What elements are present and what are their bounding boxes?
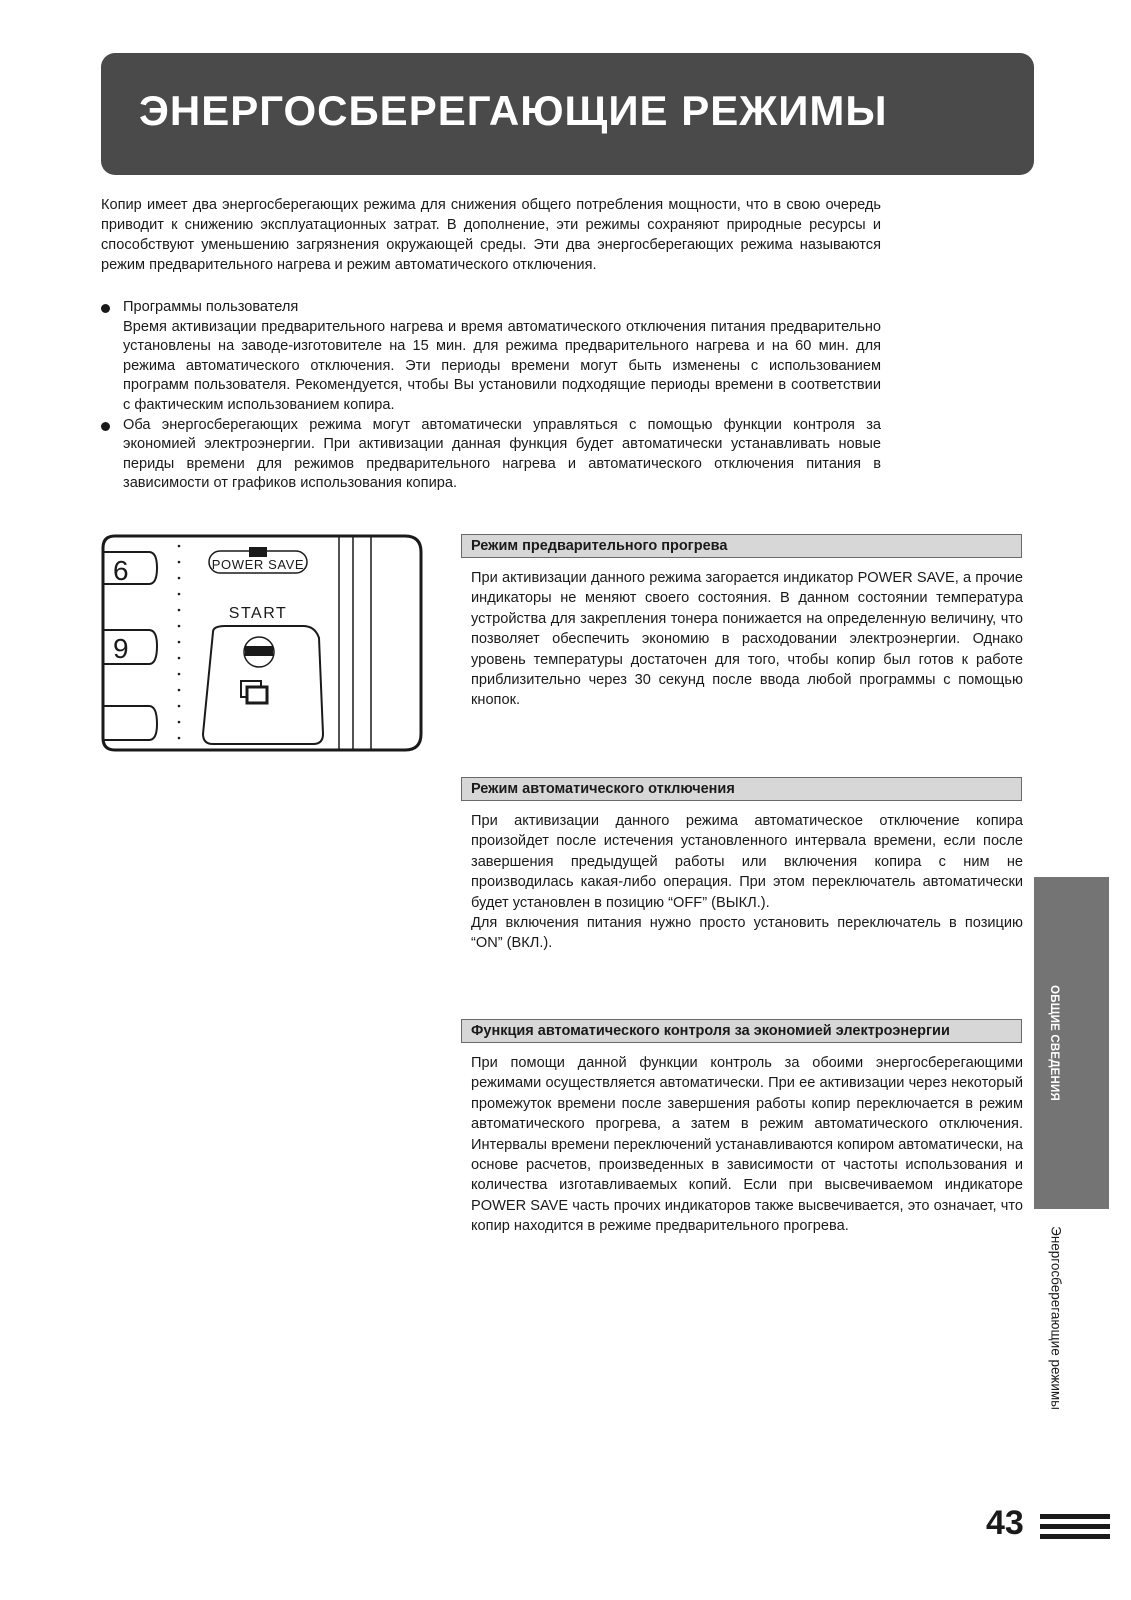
power-save-indicator-icon <box>249 547 267 557</box>
page-number-rule <box>1040 1514 1110 1544</box>
bullet-text: Оба энергосберегающих режима могут автоматически управляться с помощью функции контроля за экономией электроэнергии. При активизации данная функция будет автоматически устанавливать новые периды времени для режимов предварительного нагрева и автоматического отключения питания в зависимости от графиков использования копира. <box>123 416 881 492</box>
bullet-item <box>101 298 881 416</box>
title-banner <box>101 53 1034 175</box>
power-save-label: POWER SAVE <box>211 557 305 572</box>
key-6-label: 6 <box>113 555 129 586</box>
section-header-preheat: Режим предварительного прогрева <box>461 534 1022 558</box>
section-text-auto-off-p1: При активизации данного режима автоматическое отключение копира произойдет после истечения установленного интервала времени, если после завершения предыдущей работы или включения копира с ним не производилась какая-либо операция. При этом переключатель автоматически будет установлен в позицию “OFF” (ВЫКЛ.). <box>471 813 1023 911</box>
section-text-preheat: При активизации данного режима загорается индикатор POWER SAVE, а прочие индикаторы не меняют своего состояния. В данном состоянии температура устройства для закрепления тонера понижается на определенную величину, что позволяет обеспечить экономию в расходовании электроэнергии. Однако уровень температуры достаточен для того, чтобы копир был готов к работе приблизительно через 30 секунд после ввода любой программы с помощью кнопок. <box>471 570 1023 709</box>
bullet-dot-icon <box>101 304 110 313</box>
bullet-heading: Программы пользователя <box>123 299 299 315</box>
section-text-auto-off-p2: Для включения питания нужно просто установить переключатель в позицию “ON” (ВКЛ.). <box>471 915 1023 952</box>
section-text-auto-off <box>471 811 1023 954</box>
page-number: 43 <box>986 1504 1024 1542</box>
key-9-label: 9 <box>113 633 129 664</box>
section-header-auto-control: Функция автоматического контроля за экономией электроэнергии <box>461 1019 1022 1043</box>
start-button-outline <box>203 626 323 744</box>
intro-paragraph: Копир имеет два энергосберегающих режима для снижения общего потребления мощности, что в свою очередь приводит к снижению эксплуатационных затрат. В дополнение, эти режимы сохраняют природные ресурсы и способствуют уменьшению загрязнения окружающей среды. Эти два энергосберегающих режима называются режим предварительного нагрева и режим автоматического отключения. <box>101 197 881 273</box>
dotted-separator <box>178 545 181 740</box>
key-6-outline <box>103 552 157 584</box>
start-label: START <box>228 605 288 622</box>
bullet-dot-icon <box>101 422 110 431</box>
side-tab <box>1034 877 1109 1209</box>
key-9-outline <box>103 630 157 664</box>
key-blank-outline <box>103 706 157 740</box>
page-title: ЭНЕРГОСБЕРЕГАЮЩИЕ РЕЖИМЫ <box>139 87 888 134</box>
bullet-text: Время активизации предварительного нагрева и время автоматического отключения питания предварительно установлены на заводе-изготовителе на 15 мин. для режима предварительного нагрева и на 60 мин. для режима автоматического отключения. Эти периоды времени могут быть изменены с использованием программ пользователя. Рекомендуется, чтобы Вы установили подходящие периоды времени в соответствии с фактическим использованием копира. <box>123 318 881 413</box>
side-caption: Энергосберегающие режимы <box>1048 1226 1064 1410</box>
control-panel-illustration <box>101 534 423 752</box>
bullet-item <box>101 416 881 494</box>
section-text-auto-control: При помощи данной функции контроль за обоими энергосберегающими режимами осуществляется автоматически. При ее активизации через некоторый промежуток времени после завершения работы копир переключается в режим автоматического прогрева, а затем в режим автоматического отключения. Интервалы времени переключений устанавливаются копиром автоматически, на основе расчетов, произведенных в зависимости от частоты использования и количества изготавливаемых копий. Если при высвечиваемом индикаторе POWER SAVE часть прочих индикаторов также высвечивается, это означает, что копир находится в режиме предварительного прогрева. <box>471 1055 1023 1235</box>
section-header-auto-off: Режим автоматического отключения <box>461 777 1022 801</box>
start-indicator-icon <box>245 646 273 656</box>
side-tab-label: ОБЩИЕ СВЕДЕНИЯ <box>1048 985 1060 1101</box>
bullet-list <box>101 298 881 494</box>
